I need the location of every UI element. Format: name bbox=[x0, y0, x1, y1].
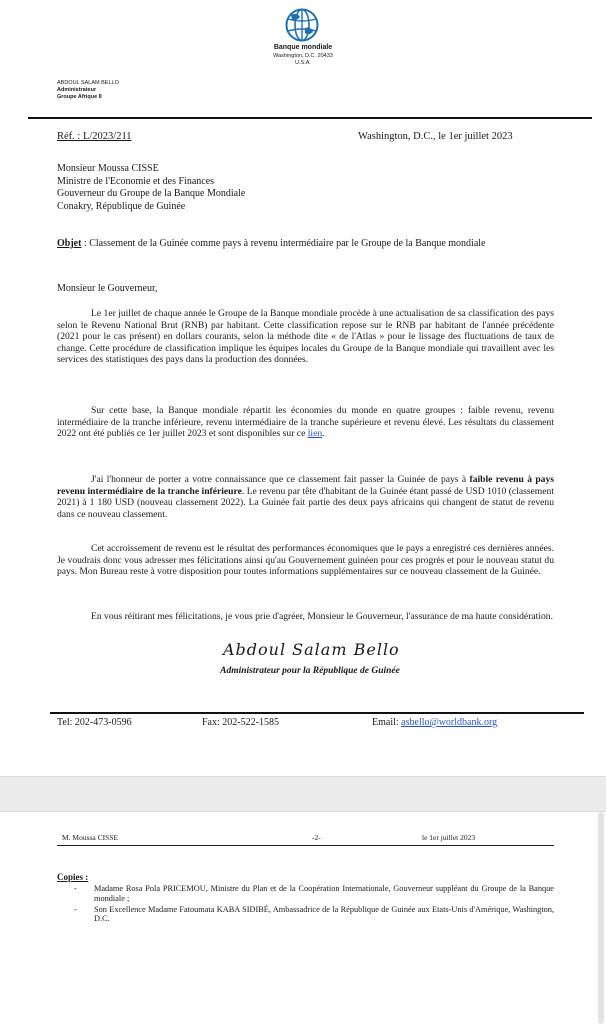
page2-header-divider bbox=[57, 845, 554, 846]
page2-recipient: M. Moussa CISSE bbox=[62, 833, 119, 842]
recipient-line: Monsieur Moussa CISSE bbox=[57, 163, 159, 174]
paragraph-3-emphasis: faible revenu à pays revenu intermédiaire de la tranche inférieure bbox=[57, 474, 555, 497]
paragraph-3-start: J'ai l'honneur de porter a votre connaissance que ce classement fait passer la Guinée de pays à bbox=[91, 474, 470, 485]
page-break bbox=[0, 776, 606, 812]
recipient-address bbox=[57, 163, 245, 213]
reference-number: Réf. : L/2023/211 bbox=[57, 131, 132, 142]
recipient-line: Gouverneur du Groupe de la Banque Mondiale bbox=[57, 188, 246, 199]
subject-text: Classement de la Guinée comme pays à revenu intermédiaire par le Groupe de la Banque mondiale bbox=[89, 238, 486, 249]
paragraph-2 bbox=[57, 405, 554, 440]
sender-name: ABDOUL SALAM BELLO bbox=[57, 80, 119, 86]
paragraph-2-text: Sur cette base, la Banque mondiale répartit les économies du monde en quatre groupes : faible revenu, revenu intermédiaire de la tranche inférieure, revenu intermédiaire de la tranche supérieure et revenu élevé. Les résultats du classement 2022 ont été publiés ce 1er juillet 2023 et sont disponibles sur ce bbox=[57, 405, 554, 440]
org-address-line1: Washington, D.C. 20433 bbox=[273, 53, 333, 59]
results-link[interactable]: lien bbox=[307, 428, 323, 440]
paragraph-2-end: . bbox=[322, 428, 325, 440]
copies-list bbox=[60, 884, 554, 925]
list-item: - Madame Rosa Pola PRICEMOU, Ministre du Plan et de la Coopération Internationale, Gouverneur suppléant du Groupe de la Banque mondiale ; bbox=[60, 884, 554, 904]
sender-title: Administrateur bbox=[57, 87, 97, 93]
list-item: - Son Excellence Madame Fatoumata KABA SIDIBÉ, Ambassadrice de la République de Guinée aux Etats-Unis d'Amérique, Washington, D.C. bbox=[60, 905, 554, 925]
footer-fax: Fax: 202-522-1585 bbox=[202, 717, 279, 728]
signatory-title: Administrateur pour la République de Guinée bbox=[220, 666, 400, 676]
paragraph-5: En vous réitirant mes félicitations, je vous prie d'agréer, Monsieur le Gouverneur, l'assurance de ma haute considération. bbox=[91, 611, 553, 622]
footer-email bbox=[372, 717, 497, 728]
subject-line: Objet : Classement de la Guinée comme pays à revenu intermédiaire par le Groupe de la Banque mondiale bbox=[57, 238, 486, 249]
salutation: Monsieur le Gouverneur, bbox=[57, 283, 158, 294]
paragraph-3 bbox=[57, 474, 554, 520]
org-address-line2: U.S.A. bbox=[295, 60, 311, 66]
page-break-edge bbox=[0, 811, 606, 812]
handwritten-signature: Abdoul Salam Bello bbox=[223, 640, 400, 659]
recipient-line: Ministre de l'Economie et des Finances bbox=[57, 175, 215, 187]
paragraph-3-end: . Le revenu par tête d'habitant de la Guinée étant passé de USD 1010 (classement 2021) à 1 180 USD (nouveau classement 2022). La Guinée fait partie des deux pays africains qui changent de statut de revenu dans ce nouveau classement. bbox=[57, 485, 554, 520]
world-bank-globe-logo bbox=[285, 8, 319, 42]
sender-block bbox=[57, 80, 119, 101]
page-break-edge bbox=[0, 776, 606, 777]
copies-heading: Copies : bbox=[57, 872, 89, 882]
letter-date: Washington, D.C., le 1er juillet 2023 bbox=[358, 131, 513, 142]
scrollbar[interactable] bbox=[598, 812, 604, 1024]
email-label: Email: bbox=[372, 717, 402, 728]
email-link[interactable]: asbello@worldbank.org bbox=[401, 717, 498, 728]
page2-date: le 1er juillet 2023 bbox=[422, 833, 476, 842]
subject-label: Objet bbox=[57, 238, 82, 249]
recipient-line: Conakry, République de Guinée bbox=[57, 200, 186, 212]
header-divider bbox=[28, 117, 592, 119]
org-name: Banque mondiale bbox=[273, 44, 333, 51]
page-number: -2- bbox=[312, 833, 321, 842]
sender-group: Groupe Afrique II bbox=[57, 94, 102, 100]
paragraph-4: Cet accroissement de revenu est le résultat des performances économiques que le pays a enregistré ces dernières années. Je voudrais donc vous adresser mes félicitations ainsi qu'au Gouvernement guinéen pour ces progrès et pour le nouveau statut du pays. Mon Bureau reste à votre disposition pour toutes informations supplémentaires sur ce nouveau classement de la Guinée. bbox=[57, 543, 554, 578]
footer-divider bbox=[50, 712, 584, 714]
paragraph-1: Le 1er juillet de chaque année le Groupe de la Banque mondiale procède à une actualisation de sa classification des pays selon le Revenu National Brut (RNB) par habitant. Cette classification repose sur le RNB par habitant de l'année précédente (2021 pour le cas présent) en dollars courants, selon la méthode dite « de l'Atlas » pour le lissage des fluctuations de taux de change. Cette procédure de classification implique les équipes locales du Groupe de la Banque mondiale qui travaillent avec les services des statistiques des pays dans la production des données. bbox=[57, 308, 554, 366]
footer-phone: Tel: 202-473-0596 bbox=[57, 717, 132, 728]
